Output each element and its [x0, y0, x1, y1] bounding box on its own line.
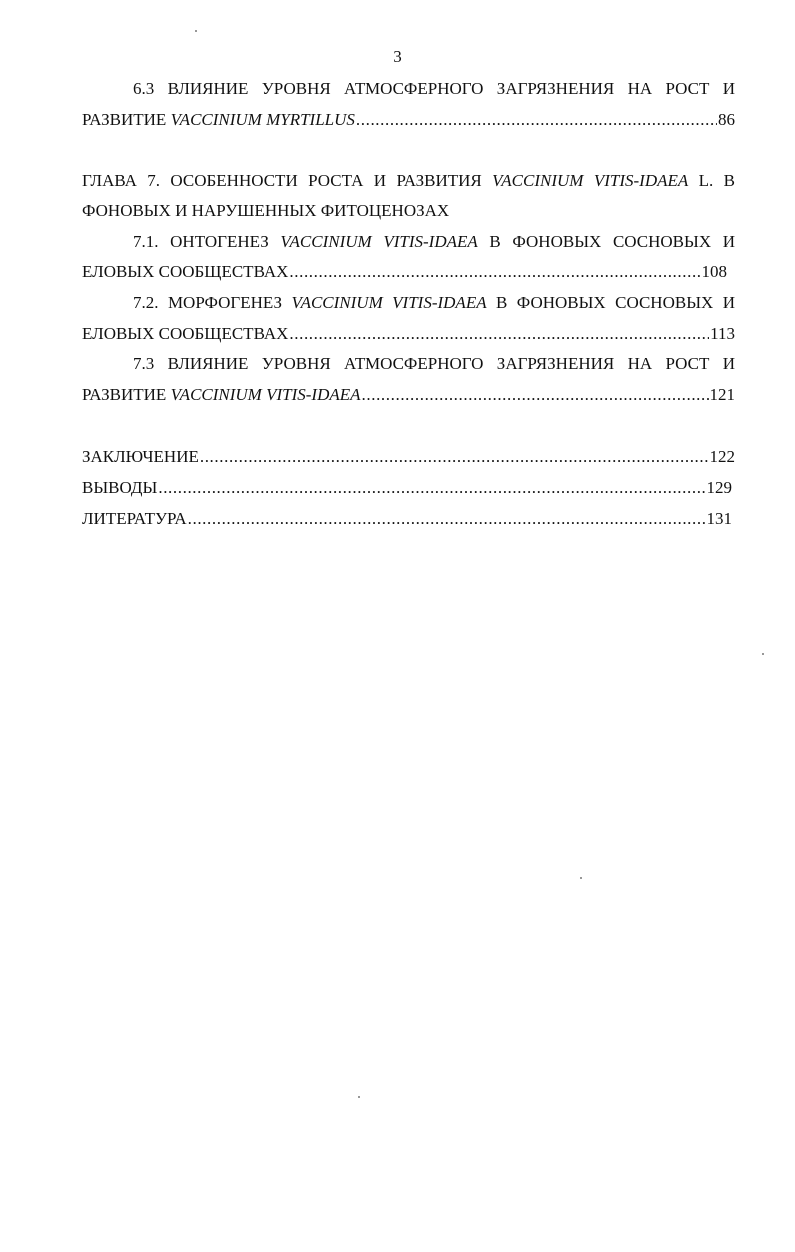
section-title: ОНТОГЕНЕЗ [170, 232, 269, 251]
dot-leader [362, 383, 709, 407]
scan-speck [195, 30, 197, 32]
toc-chapter-7-line1 [82, 169, 735, 193]
page-ref: 86 [718, 110, 735, 129]
section-number: 6.3 [133, 79, 155, 98]
title-text: ЛИТЕРАТУРА [82, 509, 187, 528]
toc-entry-conclusion[interactable] [82, 445, 735, 469]
page-ref: 129 [706, 478, 732, 497]
section-number: 7.2. [133, 293, 159, 312]
title-text: ЕЛОВЫХ СООБЩЕСТВАХ [82, 324, 289, 343]
scan-speck [580, 877, 582, 879]
toc-entry-7-2-line1 [133, 291, 735, 315]
toc-entry-6-3-line1 [133, 77, 735, 101]
page-number: 3 [393, 47, 402, 66]
section-title: ВЛИЯНИЕ УРОВНЯ АТМОСФЕРНОГО ЗАГРЯЗНЕНИЯ НА РОСТ И [167, 354, 736, 373]
page-ref: 108 [701, 262, 727, 281]
species-name: VACCINIUM MYRTILLUS [170, 110, 355, 129]
chapter-title: ГЛАВА 7. ОСОБЕННОСТИ РОСТА И РАЗВИТИЯ [82, 171, 482, 190]
title-text: ЕЛОВЫХ СООБЩЕСТВАХ [82, 262, 289, 281]
toc-entry-7-3-line1 [133, 352, 735, 376]
toc-entry-7-3-line2[interactable] [82, 383, 735, 407]
toc-entry-literature[interactable] [82, 507, 732, 531]
section-title: МОРФОГЕНЕЗ [167, 293, 283, 312]
page-ref: 122 [709, 447, 735, 466]
title-text: ВЫВОДЫ [82, 478, 158, 497]
title-text: РАЗВИТИЕ [82, 385, 167, 404]
dot-leader [188, 507, 706, 531]
toc-chapter-7-line2: ФОНОВЫХ И НАРУШЕННЫХ ФИТОЦЕНОЗАХ [82, 201, 450, 220]
species-name: VACCINIUM VITIS-IDAEA [170, 385, 361, 404]
title-text: РАЗВИТИЕ [82, 110, 167, 129]
page-ref: 113 [710, 324, 735, 343]
scan-speck [762, 653, 764, 655]
dot-leader [356, 108, 717, 132]
toc-entry-6-3-line2[interactable] [82, 108, 735, 132]
dot-leader [289, 260, 700, 284]
dot-leader [158, 476, 705, 500]
title-text: ЗАКЛЮЧЕНИЕ [82, 447, 199, 466]
toc-entry-7-1-line2[interactable] [82, 260, 727, 284]
section-title-suffix: В ФОНОВЫХ СОСНОВЫХ И [496, 293, 736, 312]
species-name: VACCINIUM VITIS-IDAEA [280, 232, 478, 251]
scan-speck [358, 1096, 360, 1098]
section-number: 7.3 [133, 354, 155, 373]
toc-entry-findings[interactable] [82, 476, 732, 500]
dot-leader [289, 322, 709, 346]
chapter-title-suffix: L. В [698, 171, 736, 190]
toc-entry-7-1-line1 [133, 230, 735, 254]
species-name: VACCINIUM VITIS-IDAEA [291, 293, 487, 312]
dot-leader [200, 445, 709, 469]
page-ref: 131 [706, 509, 732, 528]
section-title: ВЛИЯНИЕ УРОВНЯ АТМОСФЕРНОГО ЗАГРЯЗНЕНИЯ НА РОСТ И [167, 79, 736, 98]
species-name: VACCINIUM VITIS-IDAEA [492, 171, 689, 190]
page-ref: 121 [709, 385, 735, 404]
section-number: 7.1. [133, 232, 159, 251]
section-title-suffix: В ФОНОВЫХ СОСНОВЫХ И [489, 232, 736, 251]
toc-entry-7-2-line2[interactable] [82, 322, 735, 346]
